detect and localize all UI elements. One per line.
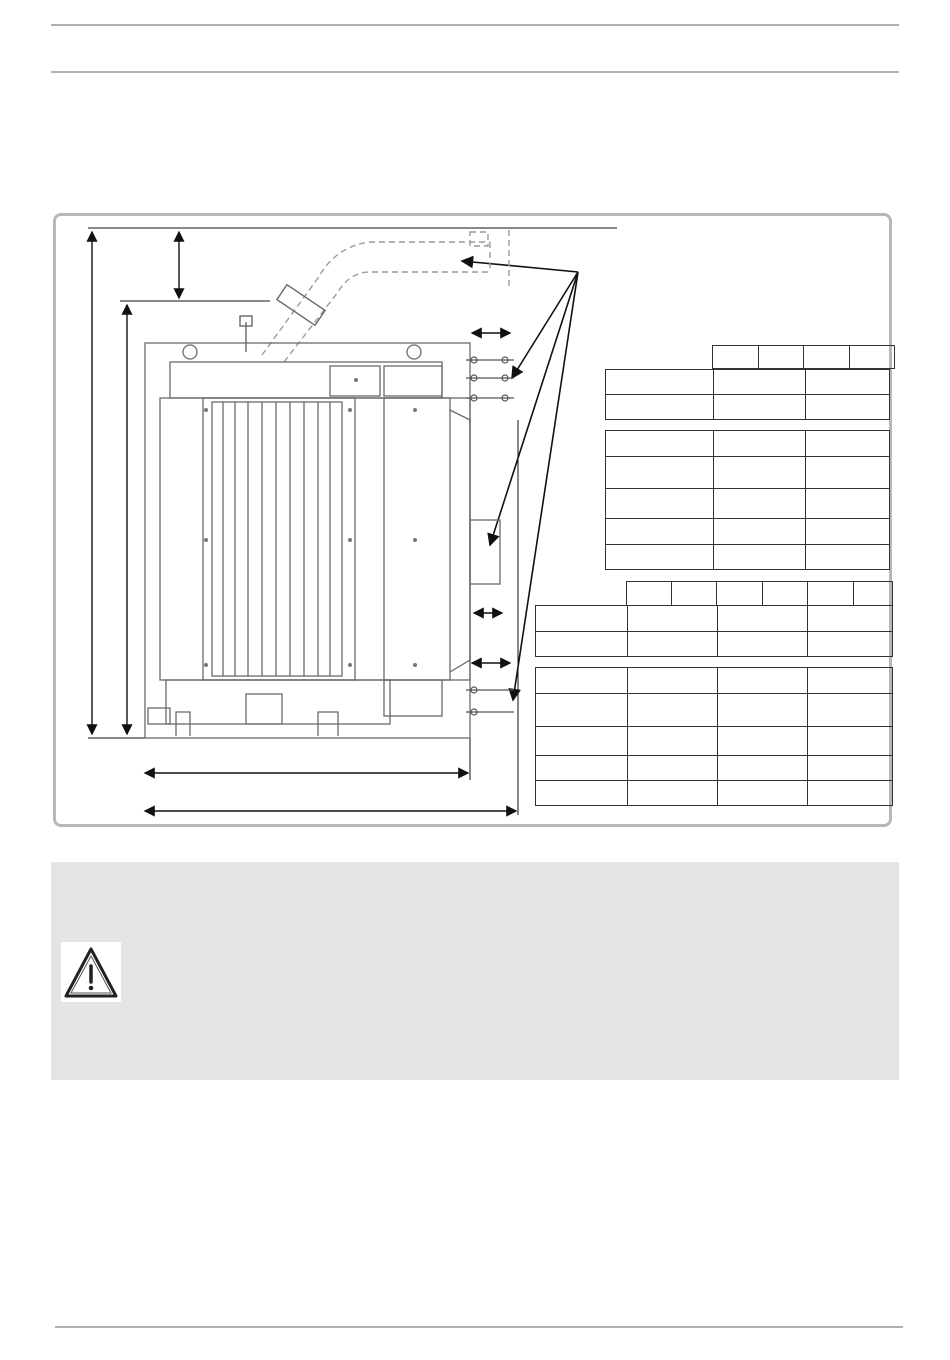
- table-cell: [808, 756, 893, 781]
- table-cell: [536, 756, 628, 781]
- table-cell: [714, 395, 806, 420]
- table-cell: [850, 346, 895, 369]
- table-cell: [763, 582, 808, 606]
- spec-table-top-header: [712, 345, 895, 369]
- spec-table-bottom-a: [535, 605, 893, 657]
- table-cell: [536, 606, 628, 632]
- table-cell: [806, 395, 890, 420]
- generator-body: [145, 343, 500, 738]
- table-cell: [672, 582, 717, 606]
- table-cell: [808, 668, 893, 694]
- table-cell: [808, 781, 893, 806]
- table-cell: [606, 519, 714, 545]
- table-cell: [536, 781, 628, 806]
- table-cell: [806, 545, 890, 570]
- table-cell: [628, 606, 718, 632]
- table-cell: [808, 582, 854, 606]
- table-cell: [536, 694, 628, 727]
- exhaust-pipe: [262, 230, 509, 362]
- table-cell: [713, 346, 759, 369]
- warning-triangle-icon: [61, 942, 121, 1002]
- table-cell: [718, 756, 808, 781]
- table-cell: [536, 668, 628, 694]
- exhaust-flange: [240, 285, 325, 352]
- footer-rule: [55, 1326, 903, 1328]
- table-cell: [628, 632, 718, 657]
- table-cell: [806, 457, 890, 489]
- table-cell: [628, 694, 718, 727]
- table-cell: [627, 582, 672, 606]
- warning-icon-box: [61, 942, 121, 1002]
- table-cell: [717, 582, 763, 606]
- table-cell: [808, 727, 893, 756]
- table-cell: [714, 545, 806, 570]
- table-cell: [806, 489, 890, 519]
- table-cell: [714, 431, 806, 457]
- table-cell: [714, 457, 806, 489]
- table-cell: [628, 727, 718, 756]
- table-cell: [808, 694, 893, 727]
- warning-notice: [51, 862, 899, 1080]
- table-cell: [804, 346, 850, 369]
- table-cell: [808, 632, 893, 657]
- table-cell: [628, 668, 718, 694]
- spec-table-bottom-b: [535, 667, 893, 806]
- table-cell: [854, 582, 893, 606]
- table-cell: [628, 781, 718, 806]
- spec-table-top-a: [605, 369, 890, 420]
- spec-table-top-b: [605, 430, 890, 570]
- table-cell: [806, 431, 890, 457]
- table-cell: [606, 489, 714, 519]
- table-cell: [714, 370, 806, 395]
- table-cell: [718, 781, 808, 806]
- table-cell: [714, 519, 806, 545]
- table-cell: [806, 519, 890, 545]
- table-cell: [718, 727, 808, 756]
- rivets: [204, 378, 417, 667]
- table-cell: [806, 370, 890, 395]
- table-cell: [714, 489, 806, 519]
- table-cell: [718, 632, 808, 657]
- table-cell: [718, 694, 808, 727]
- table-cell: [606, 545, 714, 570]
- table-cell: [628, 756, 718, 781]
- table-cell: [606, 457, 714, 489]
- table-cell: [536, 727, 628, 756]
- table-cell: [606, 370, 714, 395]
- table-cell: [606, 431, 714, 457]
- table-cell: [536, 632, 628, 657]
- table-cell: [718, 668, 808, 694]
- table-cell: [759, 346, 804, 369]
- table-cell: [808, 606, 893, 632]
- terminals: [466, 357, 514, 715]
- table-cell: [718, 606, 808, 632]
- spec-table-bottom-header: [626, 581, 893, 606]
- table-cell: [606, 395, 714, 420]
